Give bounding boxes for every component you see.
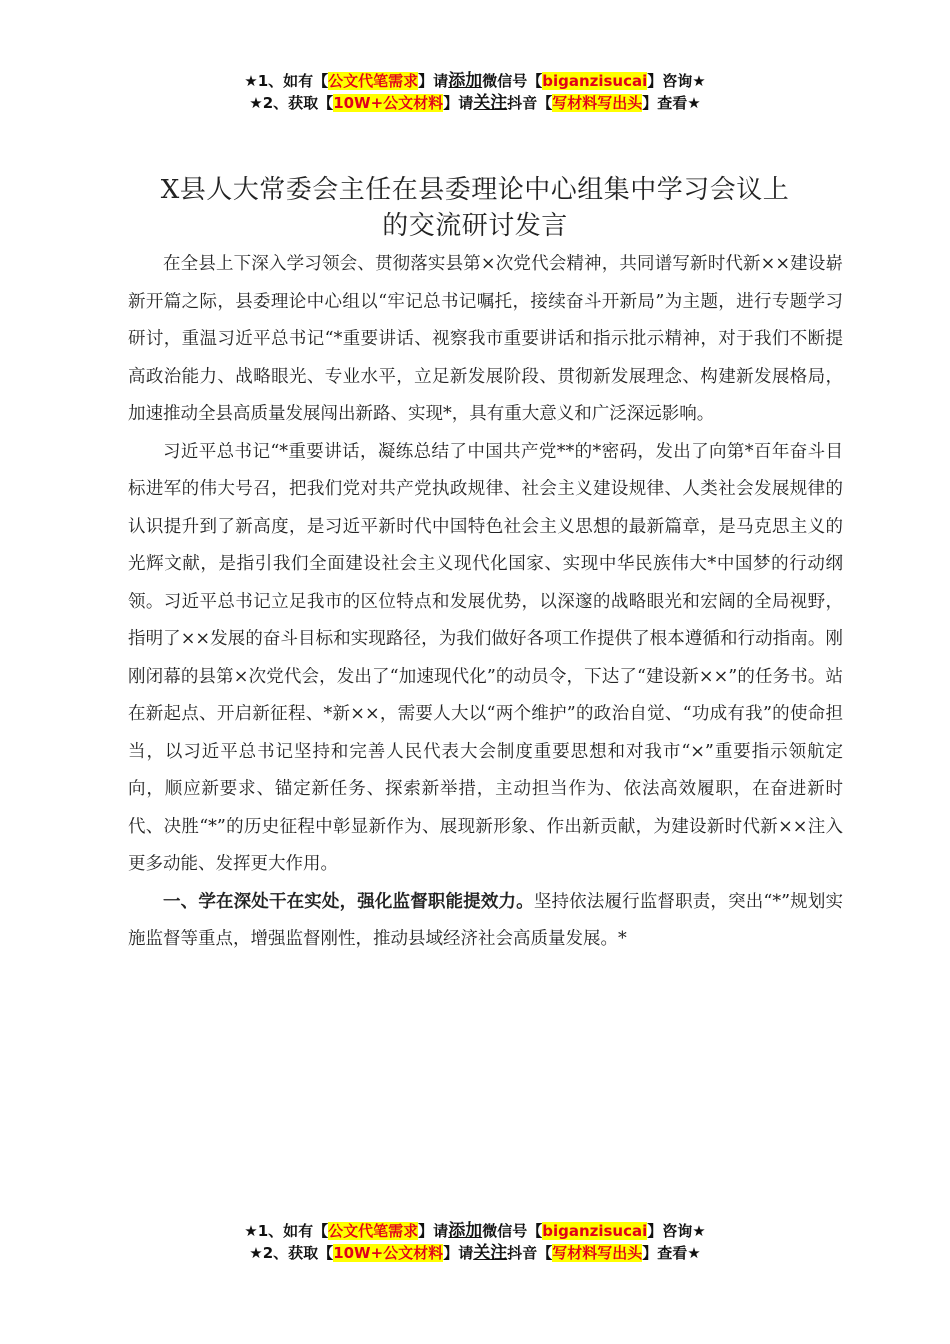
footer-highlight-douyin-id: 写材料写出头 xyxy=(552,1244,643,1262)
highlight-service: 公文代笔需求 xyxy=(328,72,419,90)
highlight-materials: 10W+公文材料 xyxy=(333,94,444,112)
footer-banner-line-2: ★2、获取【10W+公文材料】请关注抖音【写材料写出头】查看★ xyxy=(249,1243,701,1263)
title-line-1: X县人大常委会主任在县委理论中心组集中学习会议上 xyxy=(160,175,790,205)
header-banner xyxy=(0,70,950,114)
document-title xyxy=(110,172,840,244)
paragraph-3 xyxy=(128,884,843,959)
section-heading: 一、学在深处干在实处，强化监督职能提效力。 xyxy=(163,891,534,912)
paragraph-1: 在全县上下深入学习领会、贯彻落实县第×次党代会精神，共同谱写新时代新××建设崭新开篇之际，县委理论中心组以“牢记总书记嘱托，接续奋斗开新局”为主题，进行专题学习研讨，重温习近平总书记“*重要讲话、视察我市重要讲话和指示批示精神，对于我们不断提高政治能力、战略眼光、专业水平，立足新发展阶段、贯彻新发展理念、构建新发展格局，加速推动全县高质量发展闯出新路、实现*，具有重大意义和广泛深远影响。 xyxy=(128,254,843,424)
highlight-wechat-id: biganzisucai xyxy=(542,72,648,90)
paragraph-2: 习近平总书记“*重要讲话，凝练总结了中国共产党**的*密码，发出了向第*百年奋斗目标进军的伟大号召，把我们党对共产党执政规律、社会主义建设规律、人类社会发展规律的认识提升到了新高度，是习近平新时代中国特色社会主义思想的最新篇章，是马克思主义的光辉文献，是指引我们全面建设社会主义现代化国家、实现中华民族伟大*中国梦的行动纲领。习近平总书记立足我市的区位特点和发展优势，以深邃的战略眼光和宏阔的全局视野，指明了××发展的奋斗目标和实现路径，为我们做好各项工作提供了根本遵循和行动指南。刚刚闭幕的县第×次党代会，发出了“加速现代化”的动员令，下达了“建设新××”的任务书。站在新起点、开启新征程、*新××，需要人大以“两个维护”的政治自觉、“功成有我”的使命担当，以习近平总书记坚持和完善人民代表大会制度重要思想和对我市“×”重要指示领航定向，顺应新要求、锚定新任务、探索新举措，主动担当作为、依法高效履职，在奋进新时代、决胜“*”的历史征程中彰显新作为、展现新形象、作出新贡献，为建设新时代新××注入更多动能、发挥更大作用。 xyxy=(128,441,843,874)
banner-line-1: ★1、如有【公文代笔需求】请添加微信号【biganzisucai】咨询★ xyxy=(244,71,706,91)
footer-banner-line-1: ★1、如有【公文代笔需求】请添加微信号【biganzisucai】咨询★ xyxy=(244,1221,706,1241)
footer-highlight-materials: 10W+公文材料 xyxy=(333,1244,444,1262)
title-line-2: 的交流研讨发言 xyxy=(382,211,568,241)
document-body xyxy=(128,246,843,959)
footer-banner xyxy=(0,1220,950,1264)
highlight-douyin-id: 写材料写出头 xyxy=(552,94,643,112)
banner-line-2: ★2、获取【10W+公文材料】请关注抖音【写材料写出头】查看★ xyxy=(249,93,701,113)
footer-highlight-wechat-id: biganzisucai xyxy=(542,1222,648,1240)
section-text: 坚持依法履行监督职责，突出“*”规划实施监督等重点，增强监督刚性，推动县域经济社会高质量发展。* xyxy=(128,891,843,949)
footer-highlight-service: 公文代笔需求 xyxy=(328,1222,419,1240)
